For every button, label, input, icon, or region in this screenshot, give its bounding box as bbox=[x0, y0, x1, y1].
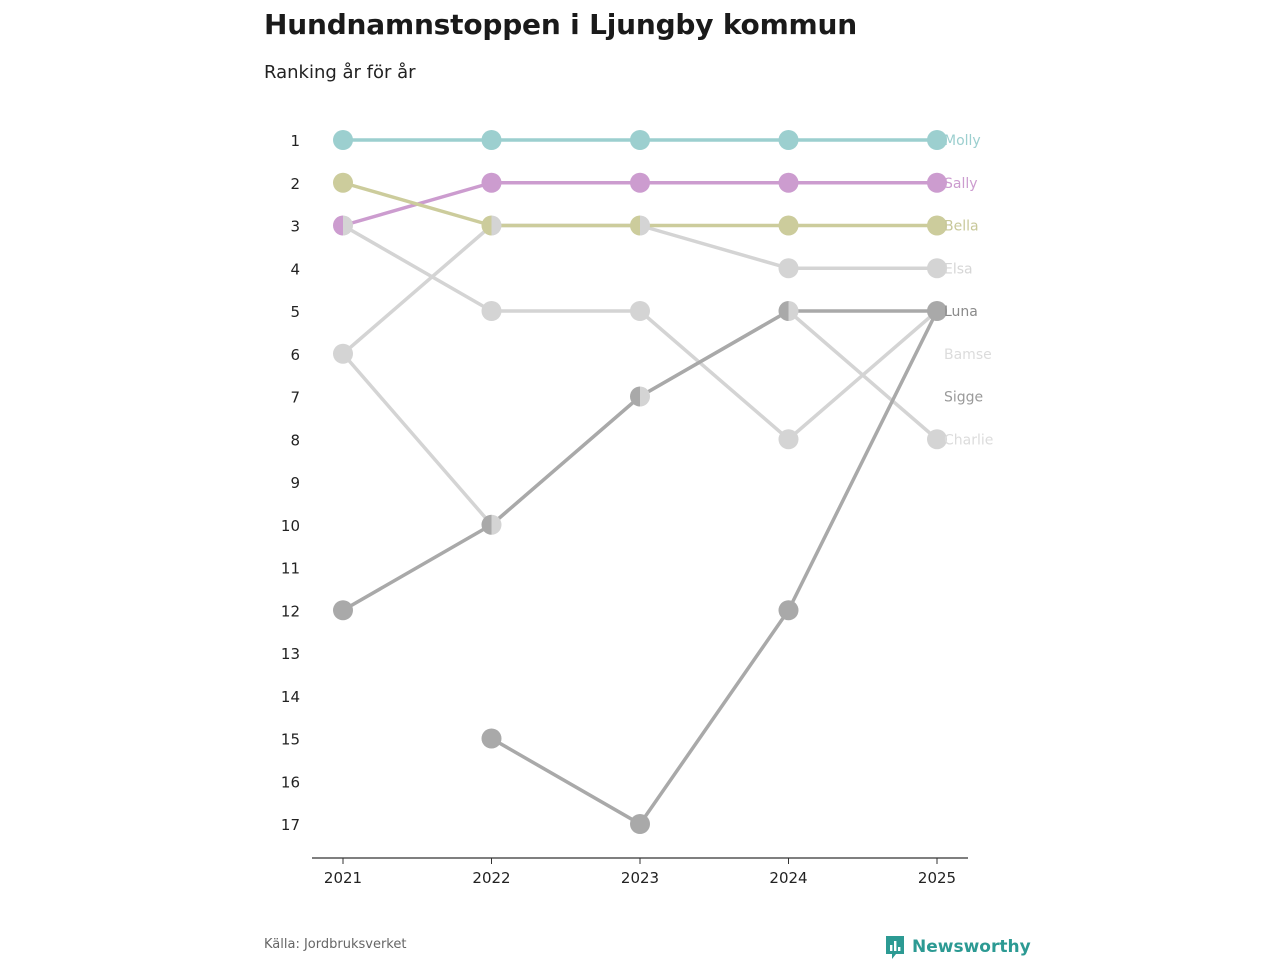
data-point-shared-left bbox=[333, 216, 343, 236]
series-line-sigge bbox=[492, 311, 938, 824]
brand[interactable] bbox=[884, 934, 1031, 960]
y-tick-label: 12 bbox=[280, 602, 300, 621]
y-tick-label: 9 bbox=[290, 474, 300, 492]
y-tick-label: 16 bbox=[280, 773, 300, 792]
data-point bbox=[630, 814, 650, 834]
data-point bbox=[482, 130, 502, 150]
x-tick-label: 2023 bbox=[620, 869, 660, 887]
data-point-shared-right bbox=[640, 216, 650, 236]
data-point bbox=[630, 301, 650, 321]
x-tick-label: 2024 bbox=[769, 869, 808, 887]
y-axis-ticks bbox=[281, 132, 300, 834]
x-tick-label: 2021 bbox=[323, 869, 363, 887]
y-tick-label: 5 bbox=[290, 303, 300, 321]
data-point bbox=[779, 130, 799, 150]
end-label-sally: Sally bbox=[944, 175, 978, 192]
data-point-shared-left bbox=[482, 515, 492, 535]
series-line-charlie bbox=[492, 311, 938, 525]
series-line-unnamed bbox=[343, 354, 492, 525]
chart-title: Hundnamnstoppen i Ljungby kommun bbox=[264, 8, 857, 41]
data-point-shared-right bbox=[343, 216, 353, 236]
y-tick-label: 11 bbox=[280, 559, 300, 578]
data-point bbox=[779, 173, 799, 193]
data-point bbox=[333, 173, 353, 193]
y-tick-label: 4 bbox=[290, 260, 300, 279]
data-point bbox=[779, 600, 799, 620]
data-point bbox=[482, 301, 502, 321]
data-point bbox=[333, 600, 353, 620]
series-line-elsa bbox=[343, 226, 937, 440]
x-axis bbox=[312, 858, 968, 887]
y-tick-label: 10 bbox=[280, 516, 300, 535]
series-line-bamse bbox=[343, 226, 937, 354]
end-label-molly: Molly bbox=[944, 133, 981, 149]
y-tick-label: 8 bbox=[290, 431, 300, 450]
data-point bbox=[333, 344, 353, 364]
series-line-luna bbox=[343, 311, 937, 610]
end-label-bamse: Bamse bbox=[944, 346, 992, 363]
y-tick-label: 13 bbox=[280, 645, 300, 663]
end-label-elsa: Elsa bbox=[944, 261, 973, 278]
data-point-shared-left bbox=[779, 301, 789, 321]
source-note: Källa: Jordbruksverket bbox=[264, 937, 407, 952]
y-tick-label: 2 bbox=[290, 174, 300, 193]
y-tick-label: 6 bbox=[290, 345, 300, 364]
data-point bbox=[630, 130, 650, 150]
data-point-shared-left bbox=[630, 216, 640, 236]
data-point-shared-right bbox=[640, 387, 650, 407]
end-label-sigge: Sigge bbox=[944, 389, 984, 406]
data-point bbox=[482, 729, 502, 749]
end-label-luna: Luna bbox=[944, 304, 978, 320]
brand-name: Newsworthy bbox=[912, 937, 1031, 957]
data-point bbox=[630, 173, 650, 193]
data-point bbox=[779, 258, 799, 278]
x-tick-label: 2025 bbox=[917, 869, 957, 887]
data-point-shared-right bbox=[492, 216, 502, 236]
y-tick-label: 1 bbox=[290, 132, 300, 150]
y-tick-label: 17 bbox=[280, 816, 300, 834]
end-label-charlie: Charlie bbox=[944, 432, 994, 449]
x-tick-label: 2022 bbox=[472, 869, 511, 887]
end-label-bella: Bella bbox=[944, 218, 979, 235]
chart-subtitle: Ranking år för år bbox=[264, 62, 416, 83]
data-point bbox=[779, 429, 799, 449]
y-tick-label: 3 bbox=[290, 217, 300, 236]
newsworthy-logo-icon bbox=[884, 934, 906, 960]
end-labels bbox=[944, 133, 993, 448]
data-point bbox=[779, 216, 799, 236]
data-point bbox=[333, 130, 353, 150]
y-tick-label: 7 bbox=[290, 388, 300, 407]
data-point bbox=[482, 173, 502, 193]
series-points bbox=[333, 130, 947, 834]
series-lines bbox=[343, 140, 937, 824]
y-tick-label: 15 bbox=[280, 730, 300, 749]
y-tick-label: 14 bbox=[280, 687, 300, 706]
